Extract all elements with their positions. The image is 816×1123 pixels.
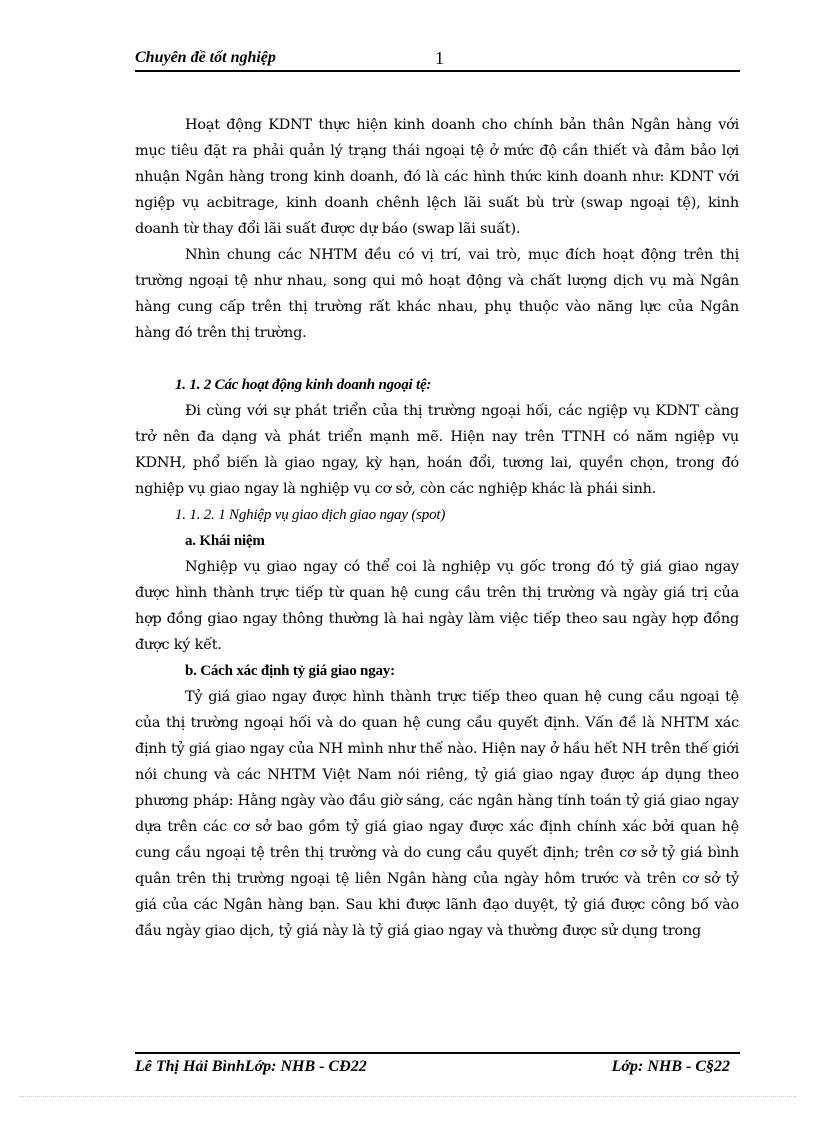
label-rate-method: b. Cách xác định tỷ giá giao ngay: bbox=[185, 663, 395, 679]
body-text bbox=[135, 112, 739, 944]
page-boundary-line bbox=[20, 1096, 796, 1097]
section-heading: 1. 1. 2 Các hoạt động kinh doanh ngoại tệ: bbox=[175, 377, 432, 393]
paragraph-definition: Nghiệp vụ giao ngay có thể coi là nghiệp vụ gốc trong đó tỷ giá giao ngay được hình thành trực tiếp từ quan hệ cung cầu trên thị trường và ngày giá trị của hợp đồng giao ngay thông thường là hai ngày làm việc tiếp theo sau ngày hợp đồng được ký kết. bbox=[135, 559, 739, 653]
paragraph-kdnt: Hoạt động KDNT thực hiện kinh doanh cho chính bản thân Ngân hàng với mục tiêu đặt ra phải quản lý trạng thái ngoại tệ ở mức độ cần thiết và đảm bảo lợi nhuận Ngân hàng trong kinh doanh, đó là các hình thức kinh doanh như: KDNT với ngiệp vụ acbitrage, kinh doanh chênh lệch lãi suất bù trừ (swap ngoại tệ), kinh doanh từ thay đổi lãi suất được dự báo (swap lãi suất). bbox=[135, 117, 739, 237]
page-header bbox=[135, 46, 740, 72]
label-definition: a. Khái niệm bbox=[185, 533, 265, 549]
paragraph-intro: Đi cùng với sự phát triển của thị trường ngoại hối, các ngiệp vụ KDNT càng trở nên đa dạng và phát triển mạnh mẽ. Hiện nay trên TTNH có năm ngiệp vụ KDNH, phổ biến là giao ngay, kỳ hạn, hoán đổi, tương lai, quyền chọn, trong đó nghiệp vụ giao ngay là nghiệp vụ cơ sở, còn các nghiệp khác là phái sinh. bbox=[135, 403, 739, 497]
paragraph-rate-method: Tỷ giá giao ngay được hình thành trực tiếp theo quan hệ cung cầu ngoại tệ của thị trường ngoại hối và do quan hệ cung cầu quyết định. Vấn đề là NHTM xác định tỷ giá giao ngay của NH mình như thế nào. Hiện nay ở hầu hết NH trên thế giới nói chung và các NHTM Việt Nam nói riêng, tỷ giá giao ngay được áp dụng theo phương pháp: Hằng ngày vào đầu giờ sáng, các ngân hàng tính toán tỷ giá giao ngay dựa trên các cơ sở bao gồm tỷ giá giao ngay được xác định chính xác bởi quan hệ cung cầu ngoại tệ trên thị trường và do cung cầu quyết định; trên cơ sở tỷ giá bình quân trên thị trường ngoại tệ liên Ngân hàng của ngày hôm trước và trên cơ sở tỷ giá của các Ngân hàng bạn. Sau khi được lãnh đạo duyệt, tỷ giá được công bố vào đầu ngày giao dịch, tỷ giá này là tỷ giá giao ngay và thường được sử dụng trong bbox=[135, 689, 739, 939]
page-number: 1 bbox=[435, 48, 444, 68]
footer-class: Lớp: NHB - C§22 bbox=[611, 1058, 730, 1075]
footer-author: Lê Thị Hải BìnhLớp: NHB - CĐ22 bbox=[135, 1058, 367, 1075]
page-footer bbox=[135, 1052, 740, 1078]
paragraph-nhtm: Nhìn chung các NHTM đều có vị trí, vai trò, mục đích hoạt động trên thị trường ngoại tệ như nhau, song qui mô hoạt động và chất lượng dịch vụ mà Ngân hàng cung cấp trên thị trường rất khác nhau, phụ thuộc vào năng lực của Ngân hàng đó trên thị trường. bbox=[135, 247, 739, 341]
subsection-heading: 1. 1. 2. 1 Nghiệp vụ giao dịch giao ngay (spot) bbox=[175, 507, 446, 523]
header-title: Chuyên đề tốt nghiệp bbox=[135, 49, 276, 66]
